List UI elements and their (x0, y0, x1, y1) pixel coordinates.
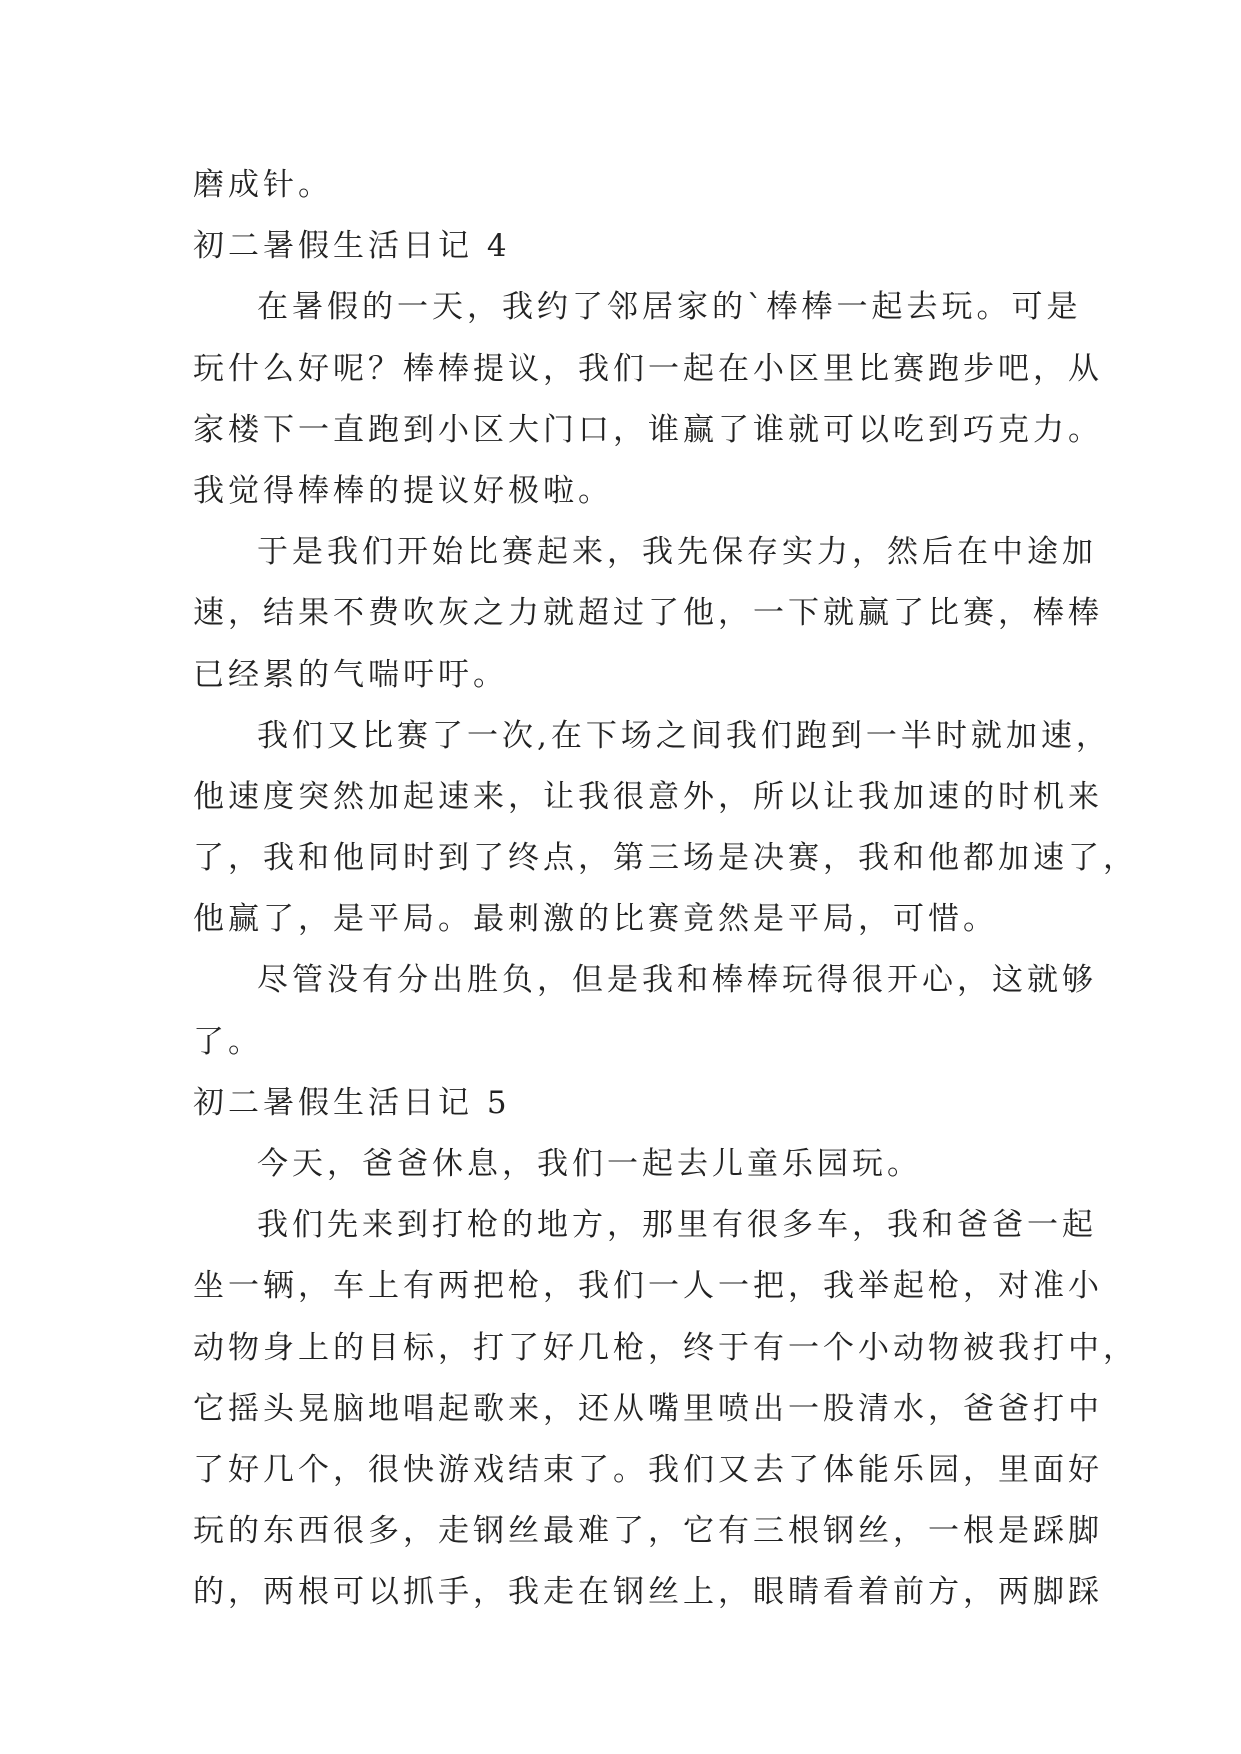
document-page (193, 155, 1138, 1624)
text-line: 他赢了，是平局。最刺激的比赛竟然是平局，可惜。 (193, 901, 998, 938)
text-line: 于是我们开始比赛起来，我先保存实力，然后在中途加 (257, 534, 1097, 571)
text-line: 动物身上的目标，打了好几枪，终于有一个小动物被我打中， (193, 1329, 1138, 1366)
text-line: 坐一辆，车上有两把枪，我们一人一把，我举起枪，对准小 (193, 1268, 1103, 1305)
text-line: 了。 (193, 1023, 263, 1060)
text-line: 玩的东西很多，走钢丝最难了，它有三根钢丝，一根是踩脚 (193, 1513, 1103, 1550)
text-line: 今天，爸爸休息，我们一起去儿童乐园玩。 (257, 1146, 922, 1182)
text-line: 家楼下一直跑到小区大门口，谁赢了谁就可以吃到巧克力。 (193, 411, 1103, 448)
text-line: 速，结果不费吹灰之力就超过了他，一下就赢了比赛，棒棒 (193, 595, 1103, 632)
text-line: 我们又比赛了一次,在下场之间我们跑到一半时就加速， (257, 717, 1111, 754)
section-heading: 初二暑假生活日记 4 (193, 228, 511, 265)
text-line: 的，两根可以抓手，我走在钢丝上，眼睛看着前方，两脚踩 (193, 1574, 1103, 1611)
text-line: 他速度突然加起速来，让我很意外，所以让我加速的时机来 (193, 778, 1103, 815)
text-line: 我觉得棒棒的提议好极啦。 (193, 472, 613, 509)
text-line: 尽管没有分出胜负，但是我和棒棒玩得很开心，这就够 (257, 962, 1097, 999)
text-line: 在暑假的一天，我约了邻居家的`棒棒一起去玩。可是 (257, 289, 1082, 326)
text-line: 了好几个，很快游戏结束了。我们又去了体能乐园，里面好 (193, 1451, 1103, 1488)
text-line: 了，我和他同时到了终点，第三场是决赛，我和他都加速了， (193, 840, 1138, 877)
text-line: 玩什么好呢？棒棒提议，我们一起在小区里比赛跑步吧，从 (193, 350, 1103, 387)
text-line: 已经累的气喘吁吁。 (193, 656, 508, 693)
text-line: 我们先来到打枪的地方，那里有很多车，我和爸爸一起 (257, 1207, 1097, 1244)
section-heading: 初二暑假生活日记 5 (193, 1084, 511, 1121)
text-line: 磨成针。 (193, 167, 333, 203)
text-line: 它摇头晃脑地唱起歌来，还从嘴里喷出一股清水，爸爸打中 (193, 1390, 1103, 1427)
